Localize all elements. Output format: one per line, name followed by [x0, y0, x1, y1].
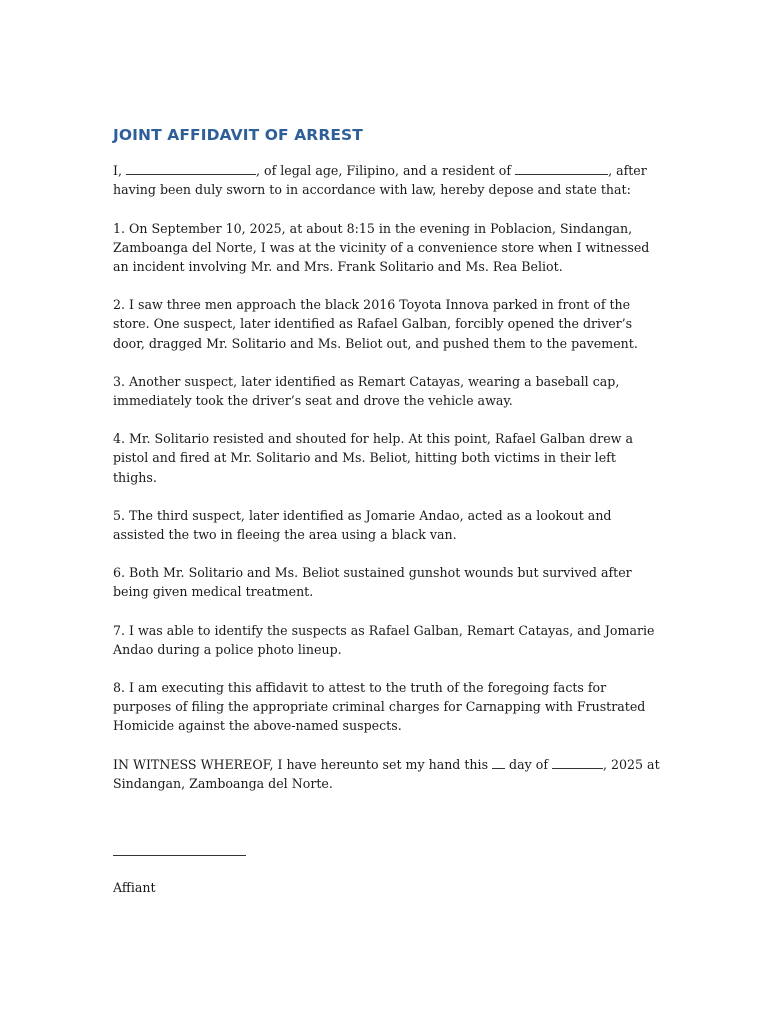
affidavit-document: [113, 126, 663, 897]
witness-text-3: , 2025 at Sindangan, Zamboanga del Norte.: [113, 756, 660, 791]
signature-line: [113, 855, 246, 856]
month-blank: [552, 756, 603, 769]
paragraph-6: 6. Both Mr. Solitario and Ms. Beliot sustained gunshot wounds but survived after being given medical treatment.: [113, 565, 632, 600]
witness-text-1: IN WITNESS WHEREOF, I have hereunto set my hand this: [113, 756, 493, 772]
paragraph-7: 7. I was able to identify the suspects as Rafael Galban, Remart Catayas, and Jomarie Andao during a police photo lineup.: [113, 622, 655, 657]
affiant-label: Affiant: [113, 880, 156, 896]
paragraph-8: 8. I am executing this affidavit to attest to the truth of the foregoing facts for purposes of filing the appropriate criminal charges for Carnapping with Frustrated Homicide against the above-named suspects.: [113, 680, 646, 734]
paragraph-5: 5. The third suspect, later identified as Jomarie Andao, acted as a lookout and assisted the two in fleeing the area using a black van.: [113, 507, 612, 543]
paragraph-1: 1. On September 10, 2025, at about 8:15 in the evening in Poblacion, Sindangan, Zamboanga del Norte, I was at the vicinity of a convenience store when I witnessed an incident involving Mr. and Mrs. Frank Solitario and Ms. Rea Beliot.: [113, 220, 650, 275]
intro-text-3: , after having been duly sworn to in accordance with law, hereby depose and state that:: [113, 163, 647, 198]
name-blank: [126, 162, 256, 175]
intro-paragraph: [113, 161, 663, 199]
paragraph-2: 2. I saw three men approach the black 2016 Toyota Innova parked in front of the store. One suspect, later identified as Rafael Galban, forcibly opened the driver’s door, dragged Mr. Solitario and Ms. Beliot out, and pushed them to the pavement.: [113, 297, 638, 351]
witness-paragraph: [113, 755, 663, 793]
paragraph-4: 4. Mr. Solitario resisted and shouted for help. At this point, Rafael Galban drew a pistol and fired at Mr. Solitario and Ms. Beliot, hitting both victims in their left thighs.: [113, 431, 633, 485]
intro-text-1: I,: [113, 163, 126, 179]
paragraph-3: 3. Another suspect, later identified as Remart Catayas, wearing a baseball cap, immediately took the driver’s seat and drove the vehicle away.: [113, 373, 620, 409]
residence-blank: [515, 162, 608, 175]
document-title: JOINT AFFIDAVIT OF ARREST: [113, 126, 363, 144]
day-blank: [492, 756, 505, 769]
intro-text-2: , of legal age, Filipino, and a resident of: [255, 163, 516, 179]
witness-text-2: day of: [505, 756, 552, 772]
signature-block: [113, 855, 663, 897]
